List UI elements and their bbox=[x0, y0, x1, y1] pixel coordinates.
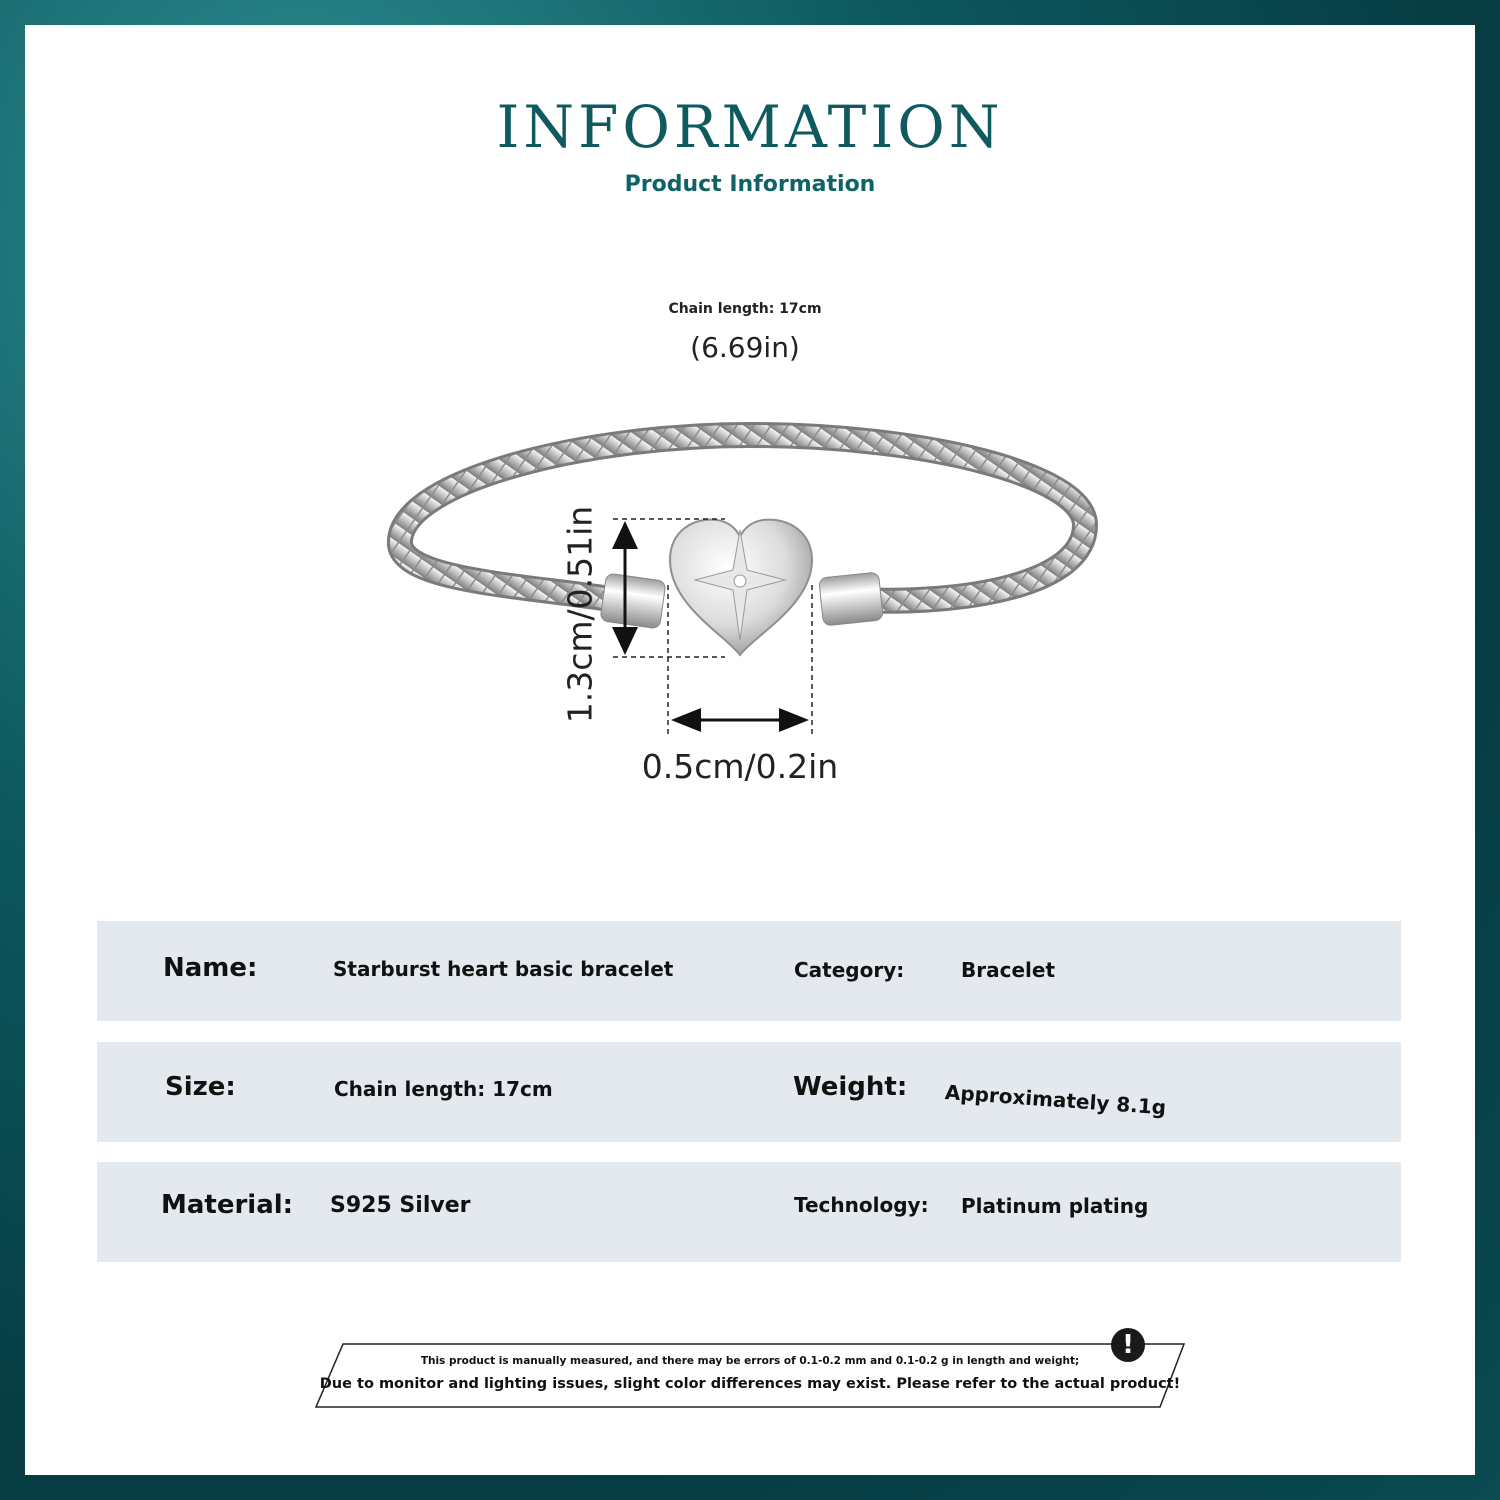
spec-row-material bbox=[97, 1162, 1401, 1262]
chain-length-label: Chain length: 17cm bbox=[668, 301, 822, 317]
material-label: Material: bbox=[161, 1190, 294, 1220]
weight-label: Weight: bbox=[793, 1072, 908, 1102]
technology-label: Technology: bbox=[794, 1193, 929, 1217]
material-value: S925 Silver bbox=[330, 1193, 471, 1218]
exclamation-icon: ! bbox=[1111, 1328, 1145, 1362]
spec-row-size bbox=[97, 1042, 1401, 1142]
chain-length-inch: (6.69in) bbox=[690, 331, 800, 364]
notice-line-2: Due to monitor and lighting issues, slight color differences may exist. Please refer to the actual product! bbox=[319, 1376, 1181, 1392]
notice-line-1: This product is manually measured, and there may be errors of 0.1-0.2 mm and 0.1-0.2 g in length and weight; bbox=[420, 1355, 1080, 1367]
height-dimension-label: 1.3cm/0.51in bbox=[560, 505, 600, 724]
category-label: Category: bbox=[794, 958, 905, 982]
name-value: Starburst heart basic bracelet bbox=[333, 957, 674, 981]
width-dimension-label: 0.5cm/0.2in bbox=[641, 747, 839, 786]
size-value: Chain length: 17cm bbox=[334, 1077, 553, 1101]
category-value: Bracelet bbox=[961, 958, 1056, 982]
technology-value: Platinum plating bbox=[961, 1194, 1149, 1218]
spec-row-name bbox=[97, 921, 1401, 1021]
page-subtitle: Product Information bbox=[624, 172, 876, 197]
bracelet-image bbox=[25, 25, 1475, 925]
content-panel bbox=[25, 25, 1475, 1475]
weight-value: Approximately 8.1g bbox=[944, 1080, 1167, 1120]
page-title: INFORMATION bbox=[496, 93, 1004, 161]
name-label: Name: bbox=[163, 953, 258, 983]
measurement-notice bbox=[315, 1343, 1185, 1408]
size-label: Size: bbox=[165, 1072, 236, 1102]
